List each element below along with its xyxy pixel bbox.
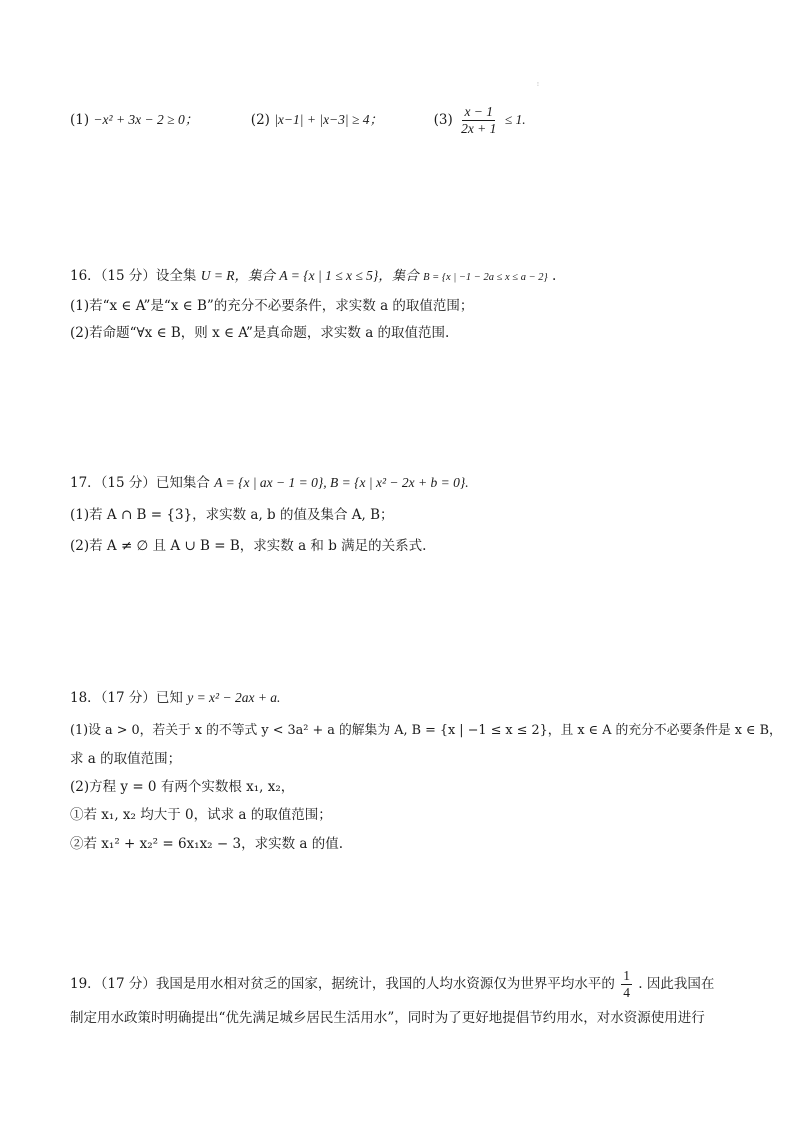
q17-title: 17．（15 分）已知集合 xyxy=(70,475,210,491)
q17-sets: A = {x | ax − 1 = 0}, B = {x | x² − 2x + b = 0}. xyxy=(214,475,469,490)
q18-part1-cont: 求 a 的取值范围； xyxy=(70,751,182,767)
q18-part1: (1)设 a > 0，若关于 x 的不等式 y < 3a² + a 的解集为 A, B = {x | −1 ≤ x ≤ 2}，且 x ∈ A 的充分不必要条件是 x ∈ B， xyxy=(70,723,782,738)
q16-title: 16．（15 分）设全集 xyxy=(70,268,197,284)
q15-part2-expr: |x−1| + |x−3| ≥ 4； xyxy=(274,112,384,127)
q16-part2: (2)若命题“∀x ∈ B，则 x ∈ A”是真命题，求实数 a 的取值范围. xyxy=(70,325,450,341)
q19-fraction xyxy=(621,968,632,1001)
q18-part2: (2)方程 y = 0 有两个实数根 x₁, x₂， xyxy=(70,779,295,795)
q16-set-a: A = {x | 1 ≤ x ≤ 5}，集合 xyxy=(279,268,419,283)
q16-end: . xyxy=(552,268,557,284)
q16-part1: (1)若“x ∈ A”是“x ∈ B”的充分不必要条件，求实数 a 的取值范围； xyxy=(70,298,474,314)
q15-part3-fraction xyxy=(459,104,498,137)
q17-part2: (2)若 A ≠ ∅ 且 A ∪ B = B，求实数 a 和 b 满足的关系式. xyxy=(70,538,427,554)
q15-part1-label: (1) xyxy=(70,112,90,128)
q19-line2: 制定用水政策时明确提出“优先满足城乡居民生活用水”，同时为了更好地提倡节约用水，对水资源使用进行 xyxy=(70,1010,705,1026)
q15-part3-tail: ≤ 1. xyxy=(504,112,526,127)
q18-part2-sub1: ①若 x₁, x₂ 均大于 0，试求 a 的取值范围； xyxy=(70,807,332,823)
q18-part2-sub2: ②若 x₁² + x₂² = 6x₁x₂ − 3，求实数 a 的值. xyxy=(70,836,343,852)
scan-mark: ⁝ xyxy=(537,81,539,88)
q19-line1 xyxy=(70,968,714,1001)
q15-part1-expr: −x² + 3x − 2 ≥ 0； xyxy=(93,112,199,127)
q19-text-post: . 因此我国在 xyxy=(638,976,715,992)
q16-header xyxy=(70,266,556,288)
q16-universal-set: U = R，集合 xyxy=(200,268,276,283)
fraction-denominator: 4 xyxy=(623,985,630,1000)
q15-part3-label: (3) xyxy=(433,112,453,128)
fraction-numerator: x − 1 xyxy=(464,104,494,119)
q19-text-pre: 19．（17 分）我国是用水相对贫乏的国家，据统计，我国的人均水资源仅为世界平均水平的 xyxy=(70,976,615,992)
q15-part2-label: (2) xyxy=(250,112,270,128)
q15-inequalities xyxy=(70,104,526,137)
q18-title: 18．（17 分）已知 xyxy=(70,690,183,706)
fraction-numerator: 1 xyxy=(623,968,630,983)
q17-header xyxy=(70,473,469,493)
fraction-denominator: 2x + 1 xyxy=(461,121,497,136)
q18-function: y = x² − 2ax + a. xyxy=(187,690,281,705)
q17-part1: (1)若 A ∩ B = {3}，求实数 a, b 的值及集合 A, B； xyxy=(70,507,394,523)
q18-header xyxy=(70,688,280,708)
q16-set-b: B = {x | −1 − 2a ≤ x ≤ a − 2} xyxy=(423,272,548,283)
